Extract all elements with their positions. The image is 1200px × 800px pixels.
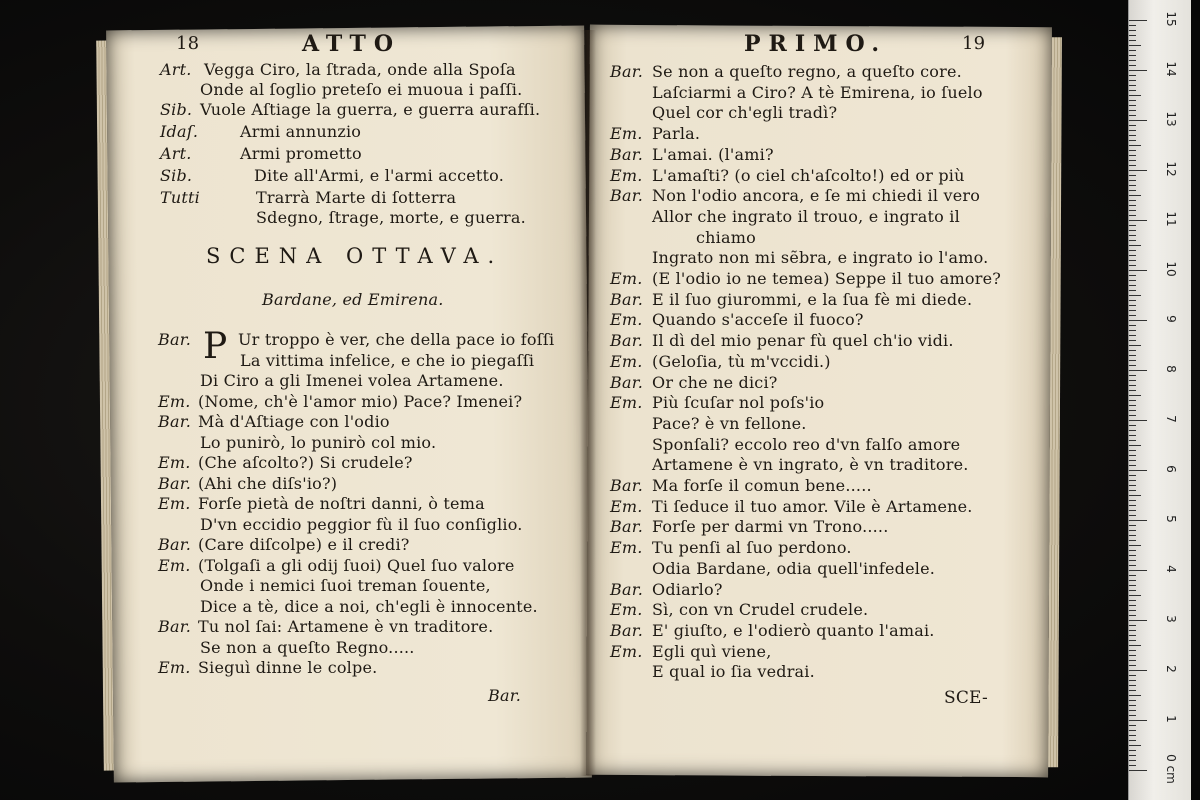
ruler-tick [1129,315,1136,316]
speaker-label: Bar. [610,579,644,599]
ruler-tick [1129,300,1136,301]
ruler-tick [1129,80,1136,81]
ruler-tick [1129,675,1136,676]
dialogue-line: E qual io ſia vedrai. [652,662,815,682]
ruler-tick [1129,75,1136,76]
ruler-tick [1129,130,1136,131]
ruler-tick [1129,475,1136,476]
ruler-tick [1129,600,1136,601]
ruler-tick [1129,190,1136,191]
page-number-left: 18 [176,33,200,54]
ruler-tick [1129,30,1136,31]
ruler-tick [1129,720,1147,721]
ruler-tick [1129,570,1147,571]
speaker-label: Idaſ. [160,122,199,141]
drop-cap: P [203,326,228,367]
ruler-tick [1129,290,1136,291]
dialogue-line: Quel cor ch'egli tradì? [652,103,838,123]
ruler-tick [1129,145,1141,146]
dialogue-line: Laſciarmi a Ciro? A tè Emirena, io ſuelo [652,82,983,102]
ruler-tick [1129,505,1136,506]
ruler-tick [1129,500,1136,501]
ruler-tick [1129,415,1136,416]
speaker-label: Bar. [610,144,644,164]
ruler-tick [1129,185,1136,186]
dialogue-line: Se non a queſto regno, a queſto core. [652,62,962,81]
ruler-tick [1129,310,1136,311]
dialogue-line: L'amai. (l'ami? [652,144,774,164]
ruler-tick [1129,275,1136,276]
ruler-tick [1129,40,1136,41]
ruler-tick [1129,365,1136,366]
ruler-tick [1129,665,1136,666]
ruler-tick [1129,410,1136,411]
speaker-label: Bar. [610,372,644,392]
dialogue-line: Ti ſeduce il tuo amor. Vile è Artamene. [652,496,973,516]
ruler-tick [1129,485,1136,486]
book-gutter [580,30,596,776]
speaker-label: Bar. [610,331,644,351]
ruler-tick [1129,710,1136,711]
ruler-tick [1129,495,1141,496]
dialogue-line: Se non a queſto Regno..... [200,637,415,657]
ruler-tick [1129,195,1141,196]
ruler-tick [1129,535,1136,536]
dialogue-line: Forſe pietà de noſtri danni, ò tema [198,494,485,513]
ruler-tick [1129,355,1136,356]
dialogue-line: E' giuſto, e l'odierò quanto l'amai. [652,620,935,640]
ruler-tick [1129,455,1136,456]
ruler-number: 12 [1164,161,1178,177]
speaker-label: Em. [610,538,643,558]
dialogue-line: Artamene è vn ingrato, è vn traditore. [652,455,969,475]
ruler-tick [1129,110,1136,111]
ruler-tick [1129,220,1147,221]
ruler-tick [1129,155,1136,156]
ruler-tick [1129,55,1136,56]
ruler-number: 0 cm [1164,754,1178,784]
ruler-tick [1129,200,1136,201]
ruler-tick [1129,25,1136,26]
verse-line: Armi prometto [240,144,362,163]
speaker-label: Sib. [160,100,193,119]
ruler-tick [1129,695,1141,696]
ruler-tick [1129,305,1136,306]
dialogue-line: Non l'odio ancora, e ſe mi chiedi il vero [652,186,981,206]
ruler-tick [1129,685,1136,686]
ruler-tick [1129,265,1136,266]
dialogue-line: Sì, con vn Crudel crudele. [652,600,869,620]
speaker-label: Em. [610,310,643,330]
ruler-tick [1129,230,1136,231]
ruler-tick [1129,95,1141,96]
ruler-number: 8 [1164,365,1178,373]
ruler-tick [1129,640,1136,641]
ruler-tick [1129,725,1136,726]
ruler-tick [1129,250,1136,251]
speaker-label: Em. [610,641,643,661]
ruler-tick [1129,340,1136,341]
ruler-tick [1129,280,1136,281]
dialogue-line: (Che aſcolto?) Si crudele? [198,453,413,472]
ruler-tick [1129,245,1141,246]
ruler-tick [1129,180,1136,181]
dialogue-line: (Care diſcolpe) e il credi? [198,535,410,554]
speaker-label: Em. [158,391,191,411]
ruler-number: 4 [1164,565,1178,573]
ruler-tick [1129,295,1141,296]
ruler-tick [1129,215,1136,216]
ruler-tick [1129,90,1136,91]
ruler-tick [1129,170,1147,171]
ruler-tick [1129,530,1136,531]
ruler-tick [1129,70,1147,71]
dialogue-line: D'vn eccidio peggior fù il ſuo conſiglio. [200,514,523,534]
dialogue-line: Odiarlo? [652,579,723,599]
dialogue-line: chiamo [696,227,756,247]
ruler-tick [1129,590,1136,591]
ruler-tick [1129,575,1136,576]
speaker-label: Em. [158,658,191,677]
dialogue-line: Pace? è vn fellone. [652,413,807,433]
ruler-tick [1129,450,1136,451]
dialogue-line: Mà d'Aſtiage con l'odio [198,412,390,431]
ruler-tick [1129,750,1136,751]
dialogue-line: (Geloſia, tù m'vccidi.) [652,351,831,371]
ruler-tick [1129,330,1136,331]
ruler-tick [1129,165,1136,166]
ruler-tick [1129,550,1136,551]
measurement-ruler [1128,0,1191,800]
verse-line: Trarrà Marte di ſotterra [256,188,457,207]
ruler-tick [1129,630,1136,631]
ruler-tick [1129,150,1136,151]
ruler-tick [1129,635,1136,636]
dialogue-line: (Nome, ch'è l'amor mio) Pace? Imenei? [198,391,523,411]
ruler-tick [1129,515,1136,516]
ruler-number: 1 [1164,715,1178,723]
dialogue-line: E il ſuo giurommi, e la ſua fè mi diede. [652,289,973,309]
dialogue-line: Parla. [652,124,701,144]
ruler-tick [1129,620,1147,621]
scene-characters: Bardane, ed Emirena. [262,290,444,309]
ruler-tick [1129,615,1136,616]
ruler-tick [1129,690,1136,691]
ruler-number: 14 [1164,61,1178,77]
speaker-label: Bar. [158,330,192,349]
speaker-label: Bar. [610,476,644,495]
ruler-number: 7 [1164,415,1178,423]
dialogue-line: Ma forſe il comun bene..... [652,476,872,495]
ruler-tick [1129,555,1136,556]
verse-line: Sdegno, ſtrage, morte, e guerra. [256,208,526,227]
ruler-tick [1129,320,1147,321]
ruler-number: 13 [1164,111,1178,127]
speaker-label: Bar. [158,412,192,431]
ruler-tick [1129,700,1136,701]
dialogue-line: (E l'odio io ne temea) Seppe il tuo amore? [652,269,1002,288]
ruler-tick [1129,385,1136,386]
speaker-label: Em. [610,124,643,144]
dialogue-line: Più ſcuſar nol poſs'io [652,393,825,413]
ruler-number: 2 [1164,665,1178,673]
dialogue-line: Tu penſi al ſuo perdono. [652,538,852,558]
ruler-tick [1129,270,1147,271]
ruler-tick [1129,645,1141,646]
ruler-tick [1129,225,1136,226]
ruler-tick [1129,240,1136,241]
ruler-tick [1129,745,1141,746]
ruler-tick [1129,765,1136,766]
verse-line: Dite all'Armi, e l'armi accetto. [254,166,505,185]
speaker-label: Em. [610,269,643,288]
dialogue-line: L'amaſti? (o ciel ch'aſcolto!) ed or più [652,165,965,185]
ruler-tick [1129,660,1136,661]
speaker-label: Art. [160,60,192,79]
verse-line: Armi annunzio [240,122,362,141]
dialogue-line: Di Ciro a gli Imenei volea Artamene. [200,371,504,390]
speaker-label: Em. [158,555,191,575]
speaker-label: Bar. [610,62,644,81]
running-head-right: PRIMO. [744,31,888,57]
ruler-tick [1129,380,1136,381]
ruler-tick [1129,605,1136,606]
ruler-tick [1129,540,1136,541]
ruler-tick [1129,670,1147,671]
ruler-tick [1129,470,1147,471]
catchword-left: Bar. [488,686,522,705]
ruler-tick [1129,20,1147,21]
dialogue-line: Allor che ingrato il trouo, e ingrato il [652,206,960,226]
dialogue-line: Sponſali? eccolo reo d'vn falſo amore [652,434,961,454]
ruler-tick [1129,460,1136,461]
ruler-number: 15 [1164,11,1178,27]
speaker-label: Bar. [610,186,644,206]
ruler-tick [1129,625,1136,626]
ruler-tick [1129,740,1136,741]
ruler-tick [1129,715,1136,716]
ruler-tick [1129,375,1136,376]
ruler-tick [1129,490,1136,491]
speaker-label: Art. [160,144,192,163]
speaker-label: Bar. [610,289,644,309]
ruler-number: 10 [1164,261,1178,277]
speaker-label: Bar. [158,535,192,554]
ruler-tick [1129,50,1136,51]
dialogue-line: Tu nol ſai: Artamene è vn traditore. [198,617,494,636]
ruler-tick [1129,755,1136,756]
ruler-tick [1129,395,1141,396]
speaker-label: Em. [610,165,643,185]
speaker-label: Em. [158,453,191,472]
speaker-label: Em. [610,600,643,620]
ruler-tick [1129,510,1136,511]
ruler-tick [1129,175,1136,176]
ruler-tick [1129,440,1136,441]
ruler-tick [1129,235,1136,236]
ruler-tick [1129,35,1136,36]
ruler-tick [1129,85,1136,86]
ruler-tick [1129,650,1136,651]
ruler-tick [1129,525,1136,526]
ruler-tick [1129,585,1136,586]
dialogue-line: Odia Bardane, odia quell'infedele. [652,558,936,578]
ruler-tick [1129,610,1136,611]
ruler-tick [1129,420,1147,421]
ruler-tick [1129,350,1136,351]
ruler-tick [1129,325,1136,326]
dialogue-line: Ingrato non mi sẽbra, e ingrato io l'amo. [652,248,989,268]
ruler-tick [1129,655,1136,656]
ruler-tick [1129,60,1136,61]
ruler-tick [1129,100,1136,101]
ruler-tick [1129,705,1136,706]
verse-line: Vegga Ciro, la ſtrada, onde alla Spoſa [204,60,516,79]
ruler-tick [1129,425,1136,426]
verse-line: Vuole Aſtiage la guerra, e guerra aurafſi. [200,100,541,119]
ruler-tick [1129,400,1136,401]
ruler-tick [1129,285,1136,286]
ruler-tick [1129,65,1136,66]
ruler-tick [1129,205,1136,206]
speaker-label: Em. [610,351,643,371]
ruler-tick [1129,210,1136,211]
ruler-tick [1129,565,1136,566]
speaker-label: Tutti [160,188,200,207]
ruler-number: 9 [1164,315,1178,323]
ruler-tick [1129,445,1141,446]
ruler-tick [1129,370,1147,371]
ruler-tick [1129,125,1136,126]
dialogue-line: Onde i nemici ſuoi treman ſouente, [200,576,491,595]
ruler-tick [1129,115,1136,116]
ruler-tick [1129,405,1136,406]
running-head-left: ATTO [302,31,401,57]
ruler-number: 6 [1164,465,1178,473]
speaker-label: Bar. [610,517,644,537]
ruler-tick [1129,595,1141,596]
ruler-tick [1129,335,1136,336]
dialogue-line: Ur troppo è ver, che della pace io foſſi [238,330,555,349]
ruler-tick [1129,735,1136,736]
ruler-tick [1129,135,1136,136]
verse-line: Onde al ſoglio preteſo ei muoua i paſſi. [200,80,523,99]
speaker-label: Em. [158,494,191,513]
ruler-number: 11 [1164,211,1178,227]
ruler-tick [1129,260,1136,261]
dialogue-line: (Ahi che diſs'io?) [198,473,338,493]
ruler-tick [1129,770,1147,771]
ruler-number: 5 [1164,515,1178,523]
dialogue-line: Sieguì dinne le colpe. [198,658,378,677]
dialogue-line: Lo punirò, lo punirò col mio. [200,432,437,452]
ruler-tick [1129,435,1136,436]
dialogue-line: (Tolgaſi a gli odij ſuoi) Quel ſuo valore [198,555,515,575]
speaker-label: Bar. [158,473,192,493]
ruler-tick [1129,120,1147,121]
ruler-tick [1129,545,1141,546]
ruler-tick [1129,345,1141,346]
speaker-label: Em. [610,393,643,413]
speaker-label: Bar. [610,620,644,640]
ruler-tick [1129,160,1136,161]
dialogue-line: Or che ne dici? [652,372,778,392]
dialogue-line: Dice a tè, dice a noi, ch'egli è innocente. [200,596,538,616]
ruler-tick [1129,680,1136,681]
ruler-tick [1129,105,1136,106]
dialogue-line: La vittima infelice, e che io piegaſſi [240,350,535,370]
speaker-label: Bar. [158,617,192,636]
ruler-tick [1129,480,1136,481]
ruler-tick [1129,390,1136,391]
dialogue-line: Forſe per darmi vn Trono..... [652,517,889,537]
speaker-label: Em. [610,496,643,516]
ruler-tick [1129,45,1141,46]
ruler-tick [1129,465,1136,466]
ruler-number: 3 [1164,615,1178,623]
ruler-tick [1129,760,1136,761]
ruler-tick [1129,360,1136,361]
page-number-right: 19 [962,33,986,54]
ruler-tick [1129,430,1136,431]
ruler-tick [1129,520,1147,521]
ruler-tick [1129,255,1136,256]
scene-title: SCENA OTTAVA. [206,244,504,268]
catchword-right: SCE- [944,688,988,708]
dialogue-line: Egli quì viene, [652,641,772,661]
ruler-tick [1129,730,1136,731]
speaker-label: Sib. [160,166,193,185]
ruler-tick [1129,580,1136,581]
ruler-tick [1129,140,1136,141]
dialogue-line: Quando s'acceſe il fuoco? [652,310,864,330]
dialogue-line: Il dì del mio penar fù quel ch'io vidi. [652,331,954,351]
ruler-tick [1129,560,1136,561]
